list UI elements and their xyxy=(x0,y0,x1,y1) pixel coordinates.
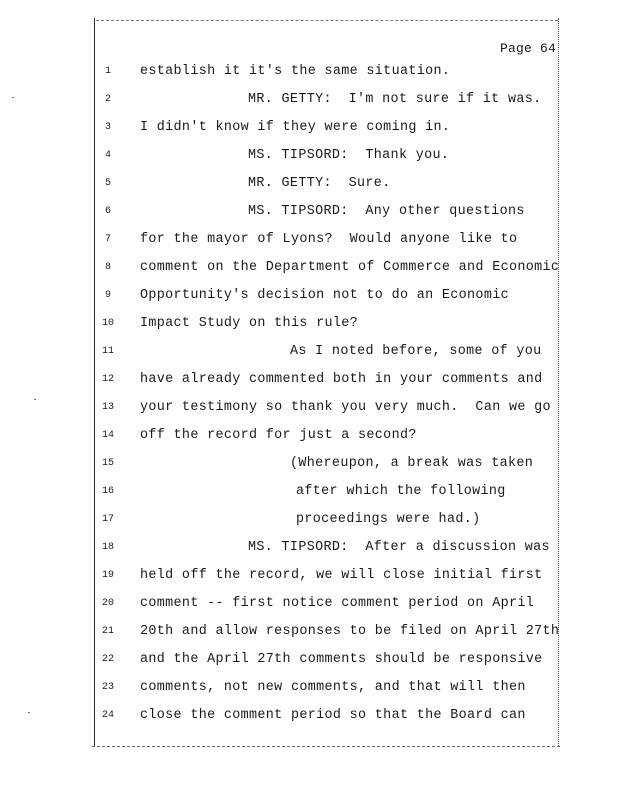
line-number: 23 xyxy=(101,682,114,693)
transcript-line xyxy=(0,286,618,306)
transcript-line xyxy=(0,482,618,502)
line-number: 1 xyxy=(104,66,111,77)
transcript-line xyxy=(0,454,618,474)
line-text: As I noted before, some of you xyxy=(290,344,542,359)
line-number: 7 xyxy=(104,234,111,245)
line-number: 11 xyxy=(101,346,114,357)
line-number: 10 xyxy=(101,318,114,329)
transcript-line xyxy=(0,146,618,166)
line-text: MR. GETTY: Sure. xyxy=(248,176,391,191)
line-number: 22 xyxy=(101,654,114,665)
line-number: 13 xyxy=(101,402,114,413)
line-number: 18 xyxy=(101,542,114,553)
line-number: 14 xyxy=(101,430,114,441)
transcript-line xyxy=(0,90,618,110)
transcript-line xyxy=(0,258,618,278)
transcript-line xyxy=(0,538,618,558)
line-text: and the April 27th comments should be responsive xyxy=(140,652,543,667)
line-number: 2 xyxy=(104,94,111,105)
line-text: MS. TIPSORD: Any other questions xyxy=(248,204,525,219)
transcript-line xyxy=(0,62,618,82)
page-number: Page 64 xyxy=(499,41,556,56)
line-text: have already commented both in your comments and xyxy=(140,372,543,387)
line-text: 20th and allow responses to be filed on April 27th xyxy=(140,624,560,639)
transcript-line xyxy=(0,342,618,362)
line-text: Opportunity's decision not to do an Economic xyxy=(140,288,509,303)
line-text: off the record for just a second? xyxy=(140,428,417,443)
line-text: I didn't know if they were coming in. xyxy=(140,120,451,135)
line-number: 3 xyxy=(104,122,111,133)
line-text: MS. TIPSORD: Thank you. xyxy=(248,148,450,163)
line-number: 6 xyxy=(104,206,111,217)
transcript-line xyxy=(0,426,618,446)
line-number: 12 xyxy=(101,374,114,385)
line-number: 8 xyxy=(104,262,111,273)
line-text: (Whereupon, a break was taken xyxy=(290,456,534,471)
line-text: comment on the Department of Commerce and Economic xyxy=(140,260,560,275)
line-number: 16 xyxy=(101,486,114,497)
line-text: held off the record, we will close initial first xyxy=(140,568,543,583)
line-number: 21 xyxy=(101,626,114,637)
transcript-line xyxy=(0,230,618,250)
line-number: 9 xyxy=(104,290,111,301)
line-text: comment -- first notice comment period on April xyxy=(140,596,535,611)
line-text: MS. TIPSORD: After a discussion was xyxy=(248,540,550,555)
line-number: 19 xyxy=(101,570,114,581)
line-text: your testimony so thank you very much. Can we go xyxy=(140,400,551,415)
line-number: 24 xyxy=(101,710,114,721)
transcript-line xyxy=(0,566,618,586)
transcript-line xyxy=(0,678,618,698)
line-text: for the mayor of Lyons? Would anyone like to xyxy=(140,232,518,247)
line-number: 20 xyxy=(101,598,114,609)
transcript-line xyxy=(0,118,618,138)
line-text: establish it it's the same situation. xyxy=(140,64,451,79)
transcript-line xyxy=(0,510,618,530)
transcript-line xyxy=(0,594,618,614)
line-number: 15 xyxy=(101,458,114,469)
line-text: Impact Study on this rule? xyxy=(140,316,359,331)
transcript-line xyxy=(0,706,618,726)
line-text: MR. GETTY: I'm not sure if it was. xyxy=(248,92,542,107)
line-text: close the comment period so that the Board can xyxy=(140,708,526,723)
transcript-line xyxy=(0,314,618,334)
line-text: comments, not new comments, and that will then xyxy=(140,680,526,695)
transcript-line xyxy=(0,650,618,670)
transcript-line xyxy=(0,370,618,390)
transcript-line xyxy=(0,202,618,222)
transcript-line xyxy=(0,174,618,194)
line-number: 17 xyxy=(101,514,114,525)
transcript-line xyxy=(0,398,618,418)
transcript-line xyxy=(0,622,618,642)
line-text: after which the following xyxy=(296,484,506,499)
line-number: 4 xyxy=(104,150,111,161)
line-number: 5 xyxy=(104,178,111,189)
line-text: proceedings were had.) xyxy=(296,512,481,527)
